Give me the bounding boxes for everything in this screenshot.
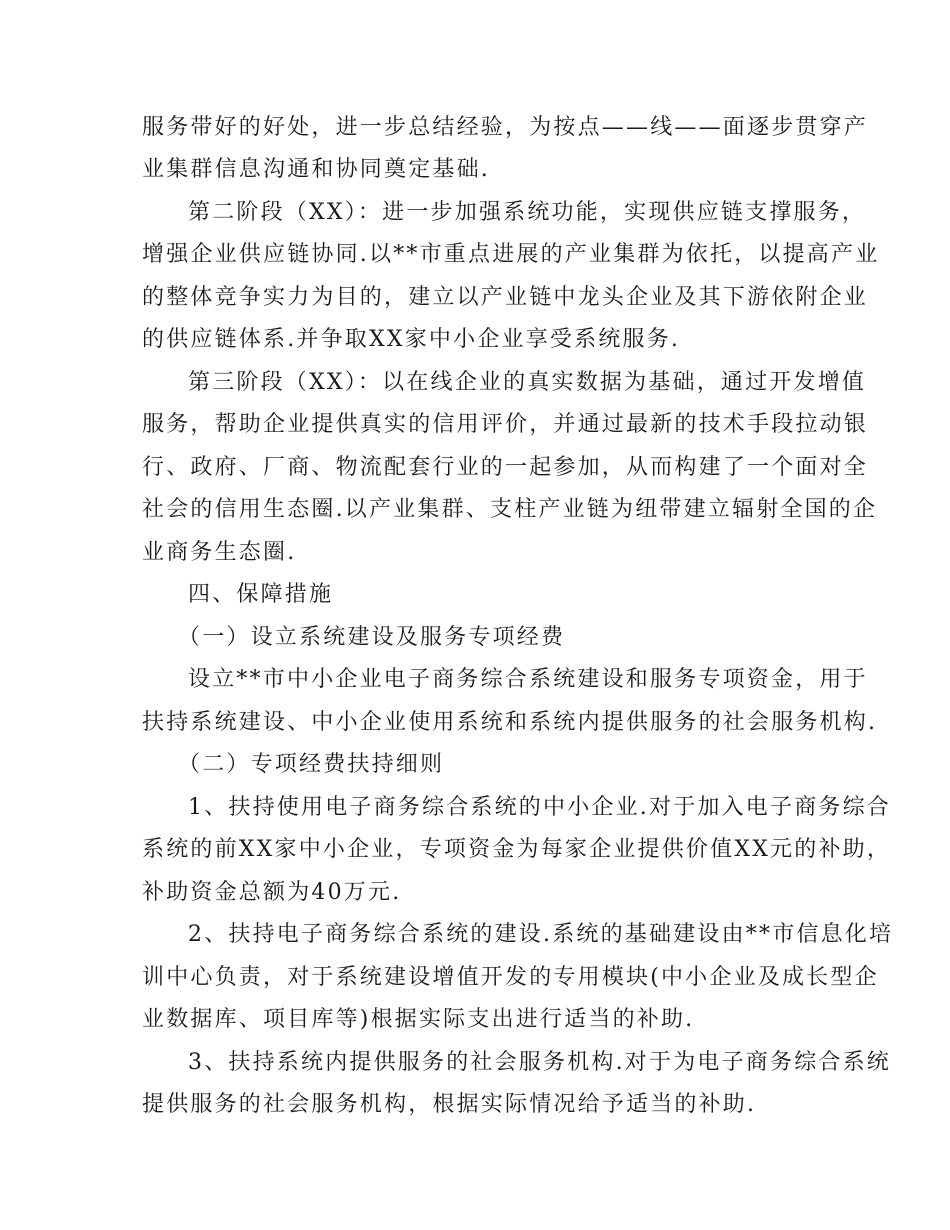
text-line: 系统的前XX家中小企业，专项资金为每家企业提供价值XX元的补助， <box>142 837 892 862</box>
subsection-heading: （一）设立系统建设及服务专项经费 <box>178 625 566 650</box>
text-line: 补助资金总额为40万元. <box>142 880 402 905</box>
text-line: 业商务生态圈. <box>142 540 297 565</box>
text-line: 服务带好的好处，进一步总结经验，为按点——线——面逐步贯穿产 <box>142 115 869 140</box>
section-heading: 四、保障措施 <box>188 582 334 607</box>
text-line: 设立**市中小企业电子商务综合系统建设和服务专项资金，用于 <box>188 667 868 692</box>
text-line: 增强企业供应链协同.以**市重点进展的产业集群为依托，以提高产业 <box>142 242 880 267</box>
text-line: 业数据库、项目库等)根据实际支出进行适当的补助. <box>142 1007 695 1032</box>
text-line: 的供应链体系.并争取XX家中小企业享受系统服务. <box>142 327 681 352</box>
text-line: 1、扶持使用电子商务综合系统的中小企业.对于加入电子商务综合 <box>188 795 891 820</box>
text-line: 行、政府、厂商、物流配套行业的一起参加，从而构建了一个面对全 <box>142 455 869 480</box>
text-line: 社会的信用生态圈.以产业集群、支柱产业链为纽带建立辐射全国的企 <box>142 497 878 522</box>
text-line: 3、扶持系统内提供服务的社会服务机构.对于为电子商务综合系统 <box>188 1050 891 1075</box>
text-line: 2、扶持电子商务综合系统的建设.系统的基础建设由**市信息化培 <box>188 922 894 947</box>
text-line: 第二阶段（XX）：进一步加强系统功能，实现供应链支撑服务， <box>188 200 867 225</box>
text-line: 提供服务的社会服务机构，根据实际情况给予适当的补助. <box>142 1092 757 1117</box>
text-line: 训中心负责，对于系统建设增值开发的专用模块(中小企业及成长型企 <box>142 965 879 990</box>
text-line: 的整体竞争实力为目的，建立以产业链中龙头企业及其下游依附企业 <box>142 285 869 310</box>
subsection-heading: （二）专项经费扶持细则 <box>178 752 445 777</box>
text-line: 扶持系统建设、中小企业使用系统和系统内提供服务的社会服务机构. <box>142 710 878 735</box>
text-line: 业集群信息沟通和协同奠定基础. <box>142 157 490 182</box>
text-line: 第三阶段（XX）：以在线企业的真实数据为基础，通过开发增值 <box>188 370 867 395</box>
text-line: 服务，帮助企业提供真实的信用评价，并通过最新的技术手段拉动银 <box>142 412 869 437</box>
